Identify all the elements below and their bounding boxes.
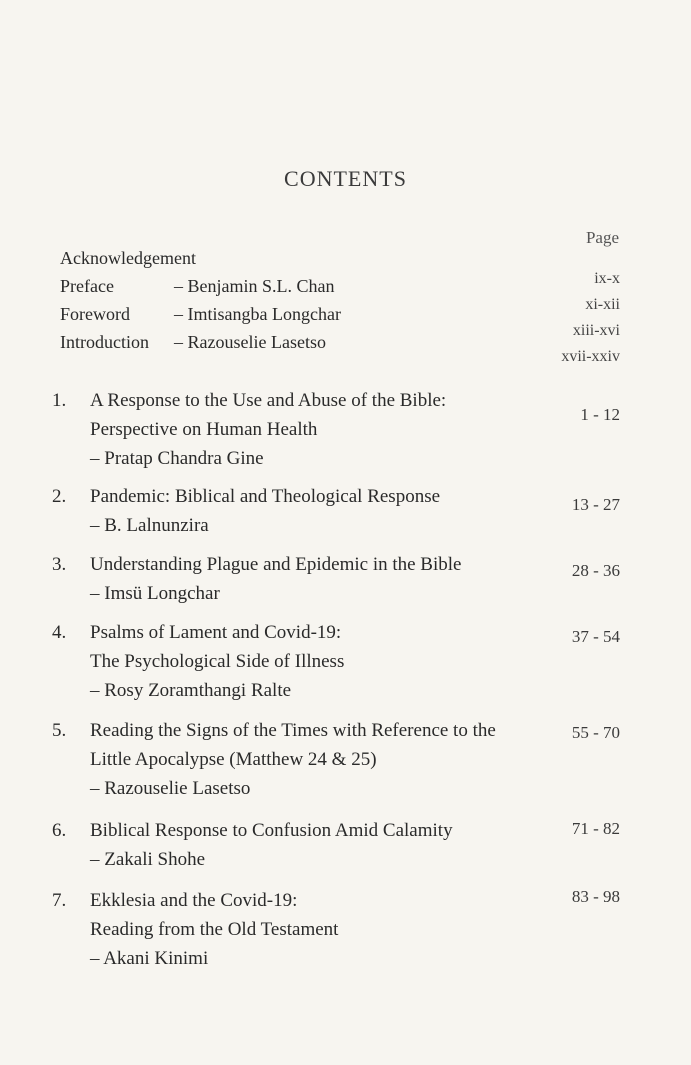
front-matter-author: – Razouselie Lasetso [174,332,326,352]
chapter-title-line: Biblical Response to Confusion Amid Calamity [90,820,453,841]
front-matter-author: – Benjamin S.L. Chan [174,276,335,296]
chapter-author: – Imsü Longchar [90,583,220,604]
chapter-number: 7. [52,890,67,911]
front-matter-label: Introduction [60,332,149,352]
page-title: CONTENTS [284,166,407,191]
chapter-author: – Zakali Shohe [90,849,206,870]
chapter-author: – Akani Kinimi [90,948,209,969]
chapter-pages: 83 - 98 [571,887,620,906]
toc-entry [52,618,620,705]
front-matter-label: Preface [60,276,114,296]
page-column-label: Page [585,228,619,247]
chapter-title-line: Reading from the Old Testament [90,919,339,940]
chapter-title-line: A Response to the Use and Abuse of the Bible: [90,390,447,411]
chapter-pages: 1 - 12 [580,405,620,424]
chapter-title-line: Perspective on Human Health [90,419,318,440]
toc-entry [52,886,620,973]
chapter-number: 5. [52,720,67,741]
front-matter-pages: xiii-xvi [572,322,620,339]
chapter-number: 1. [52,390,67,411]
chapter-title-line: Understanding Plague and Epidemic in the Bible [90,554,462,575]
toc-entry [52,816,620,874]
front-matter-author: – Imtisangba Longchar [174,304,341,324]
front-matter-item [60,304,620,339]
chapter-title-line: Psalms of Lament and Covid-19: [90,622,342,643]
toc-entry [52,482,620,540]
toc-entry [52,386,620,473]
chapter-title-line: Little Apocalypse (Matthew 24 & 25) [90,749,377,770]
front-matter-item [60,276,620,313]
front-matter-item [60,332,620,365]
chapter-number: 6. [52,820,67,841]
chapter-number: 2. [52,486,67,507]
chapter-number: 4. [52,622,67,643]
front-matter-pages: ix-x [594,270,620,287]
chapter-number: 3. [52,554,67,575]
chapter-pages: 37 - 54 [571,627,620,646]
chapter-author: – B. Lalnunzira [90,515,209,536]
chapter-pages: 55 - 70 [571,723,620,742]
chapter-pages: 28 - 36 [571,561,620,580]
chapter-pages: 71 - 82 [571,819,620,838]
chapter-author: – Rosy Zoramthangi Ralte [90,680,292,701]
chapter-title-line: Reading the Signs of the Times with Reference to the [90,720,496,741]
chapter-pages: 13 - 27 [571,495,620,514]
chapter-title-line: The Psychological Side of Illness [90,651,345,672]
chapter-author: – Pratap Chandra Gine [90,448,264,469]
chapter-author: – Razouselie Lasetso [90,778,251,799]
front-matter-pages: xi-xii [585,296,620,313]
toc-entry [52,716,620,803]
chapter-title-line: Ekklesia and the Covid-19: [90,890,298,911]
front-matter-pages: xvii-xxiv [561,348,620,365]
chapter-title-line: Pandemic: Biblical and Theological Response [90,486,441,507]
toc-entry [52,550,620,608]
front-matter-label: Acknowledgement [60,248,196,268]
front-matter-label: Foreword [60,304,130,324]
